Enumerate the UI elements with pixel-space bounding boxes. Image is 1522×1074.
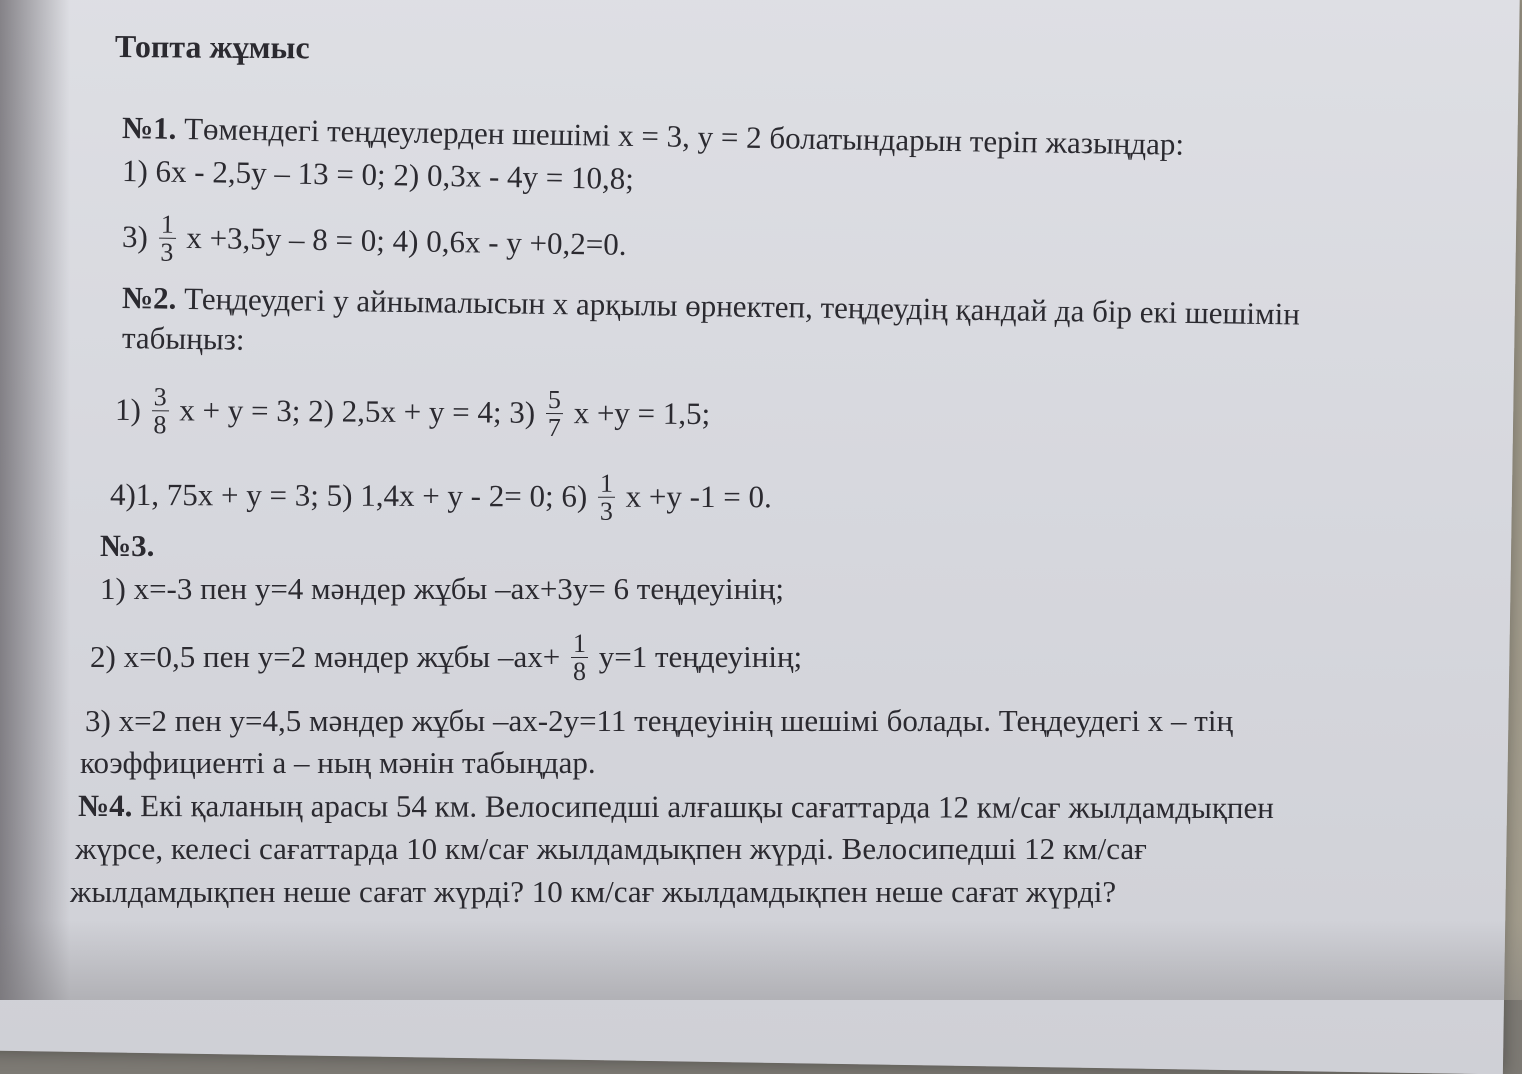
task4-line3: жылдамдықпен неше сағат жүрді? 10 км/сағ жылдамдықпен неше сағат жүрді? <box>70 874 1117 909</box>
fraction-numerator: 1 <box>598 470 615 498</box>
task3-fraction <box>571 630 588 686</box>
fraction-numerator: 3 <box>152 383 169 411</box>
task2-number: №2. <box>121 280 177 316</box>
task1-line1: 1) 6x - 2,5y – 13 = 0; 2) 0,3x - 4y = 10,8; <box>121 153 635 197</box>
task2-l1-prefix: 1) <box>114 391 141 428</box>
task4-number: №4. <box>77 788 133 824</box>
task1-line2-prefix: 3) <box>121 218 149 255</box>
task2-fraction-1 <box>151 383 168 439</box>
task2-text: Теңдеудегі y айнымалысын x арқылы өрнектеп, теңдеудің қандай да бір екі шешімін <box>183 280 1301 332</box>
task2-text-line2: табыңыз: <box>121 320 245 357</box>
task1-line2-rest: x +3,5y – 8 = 0; 4) 0,6x - y +0,2=0. <box>186 219 627 262</box>
task1-text: Төмендегі теңдеулерден шешімі x = 3, y = 2 болатындарын теріп жазыңдар: <box>183 110 1185 162</box>
task1-number: №1. <box>121 110 177 146</box>
task4-line1 <box>77 788 1274 826</box>
fraction-numerator: 1 <box>159 211 176 240</box>
task2-l1-middle: x + y = 3; 2) 2,5x + y = 4; 3) <box>179 392 536 430</box>
fraction-denominator: 8 <box>573 657 586 687</box>
task3-line2 <box>90 629 803 688</box>
task3-l2-end: y=1 теңдеуінің; <box>598 638 803 674</box>
task3-line4: коэффициенті a – ның мәнін табыңдар. <box>80 745 596 780</box>
task3-number: №3. <box>100 528 155 563</box>
fraction-numerator: 5 <box>546 386 563 414</box>
task2-line1 <box>114 382 711 445</box>
fraction-denominator: 3 <box>599 497 613 527</box>
task4-text: Екі қаланың арасы 54 км. Велосипедші алғашқы сағаттарда 12 км/сағ жылдамдықпен <box>140 788 1274 826</box>
task2-l2-start: 4)1, 75x + y = 3; 5) 1,4x + y - 2= 0; 6) <box>109 476 588 514</box>
fraction-denominator: 8 <box>153 410 167 440</box>
task2-l2-end: x +y -1 = 0. <box>625 478 772 515</box>
task2-l1-end: x +y = 1,5; <box>573 395 711 432</box>
page-title: Топта жұмыс <box>114 28 310 66</box>
task1-fraction <box>158 211 176 267</box>
task4-line2: жүрсе, келесі сағаттарда 10 км/сағ жылдамдықпен жүрді. Велосипедші 12 км/сағ <box>75 831 1147 866</box>
fraction-numerator: 1 <box>573 629 586 658</box>
fraction-denominator: 3 <box>160 237 174 268</box>
task1-line2 <box>121 209 627 276</box>
task3-l2-start: 2) x=0,5 пен y=2 мәндер жұбы –ax+ <box>90 638 561 674</box>
fraction-denominator: 7 <box>547 413 561 443</box>
task3-line3: 3) x=2 пен y=4,5 мәндер жұбы –ax-2y=11 теңдеуінің шешімі болады. Теңдеудегі x – тің <box>85 703 1234 738</box>
task2-line2 <box>110 470 772 528</box>
task2-fraction-2 <box>546 386 563 442</box>
task2-fraction-3 <box>598 470 615 526</box>
task3-line1: 1) x=-3 пен y=4 мәндер жұбы –ax+3y= 6 теңдеуінің; <box>100 571 784 606</box>
